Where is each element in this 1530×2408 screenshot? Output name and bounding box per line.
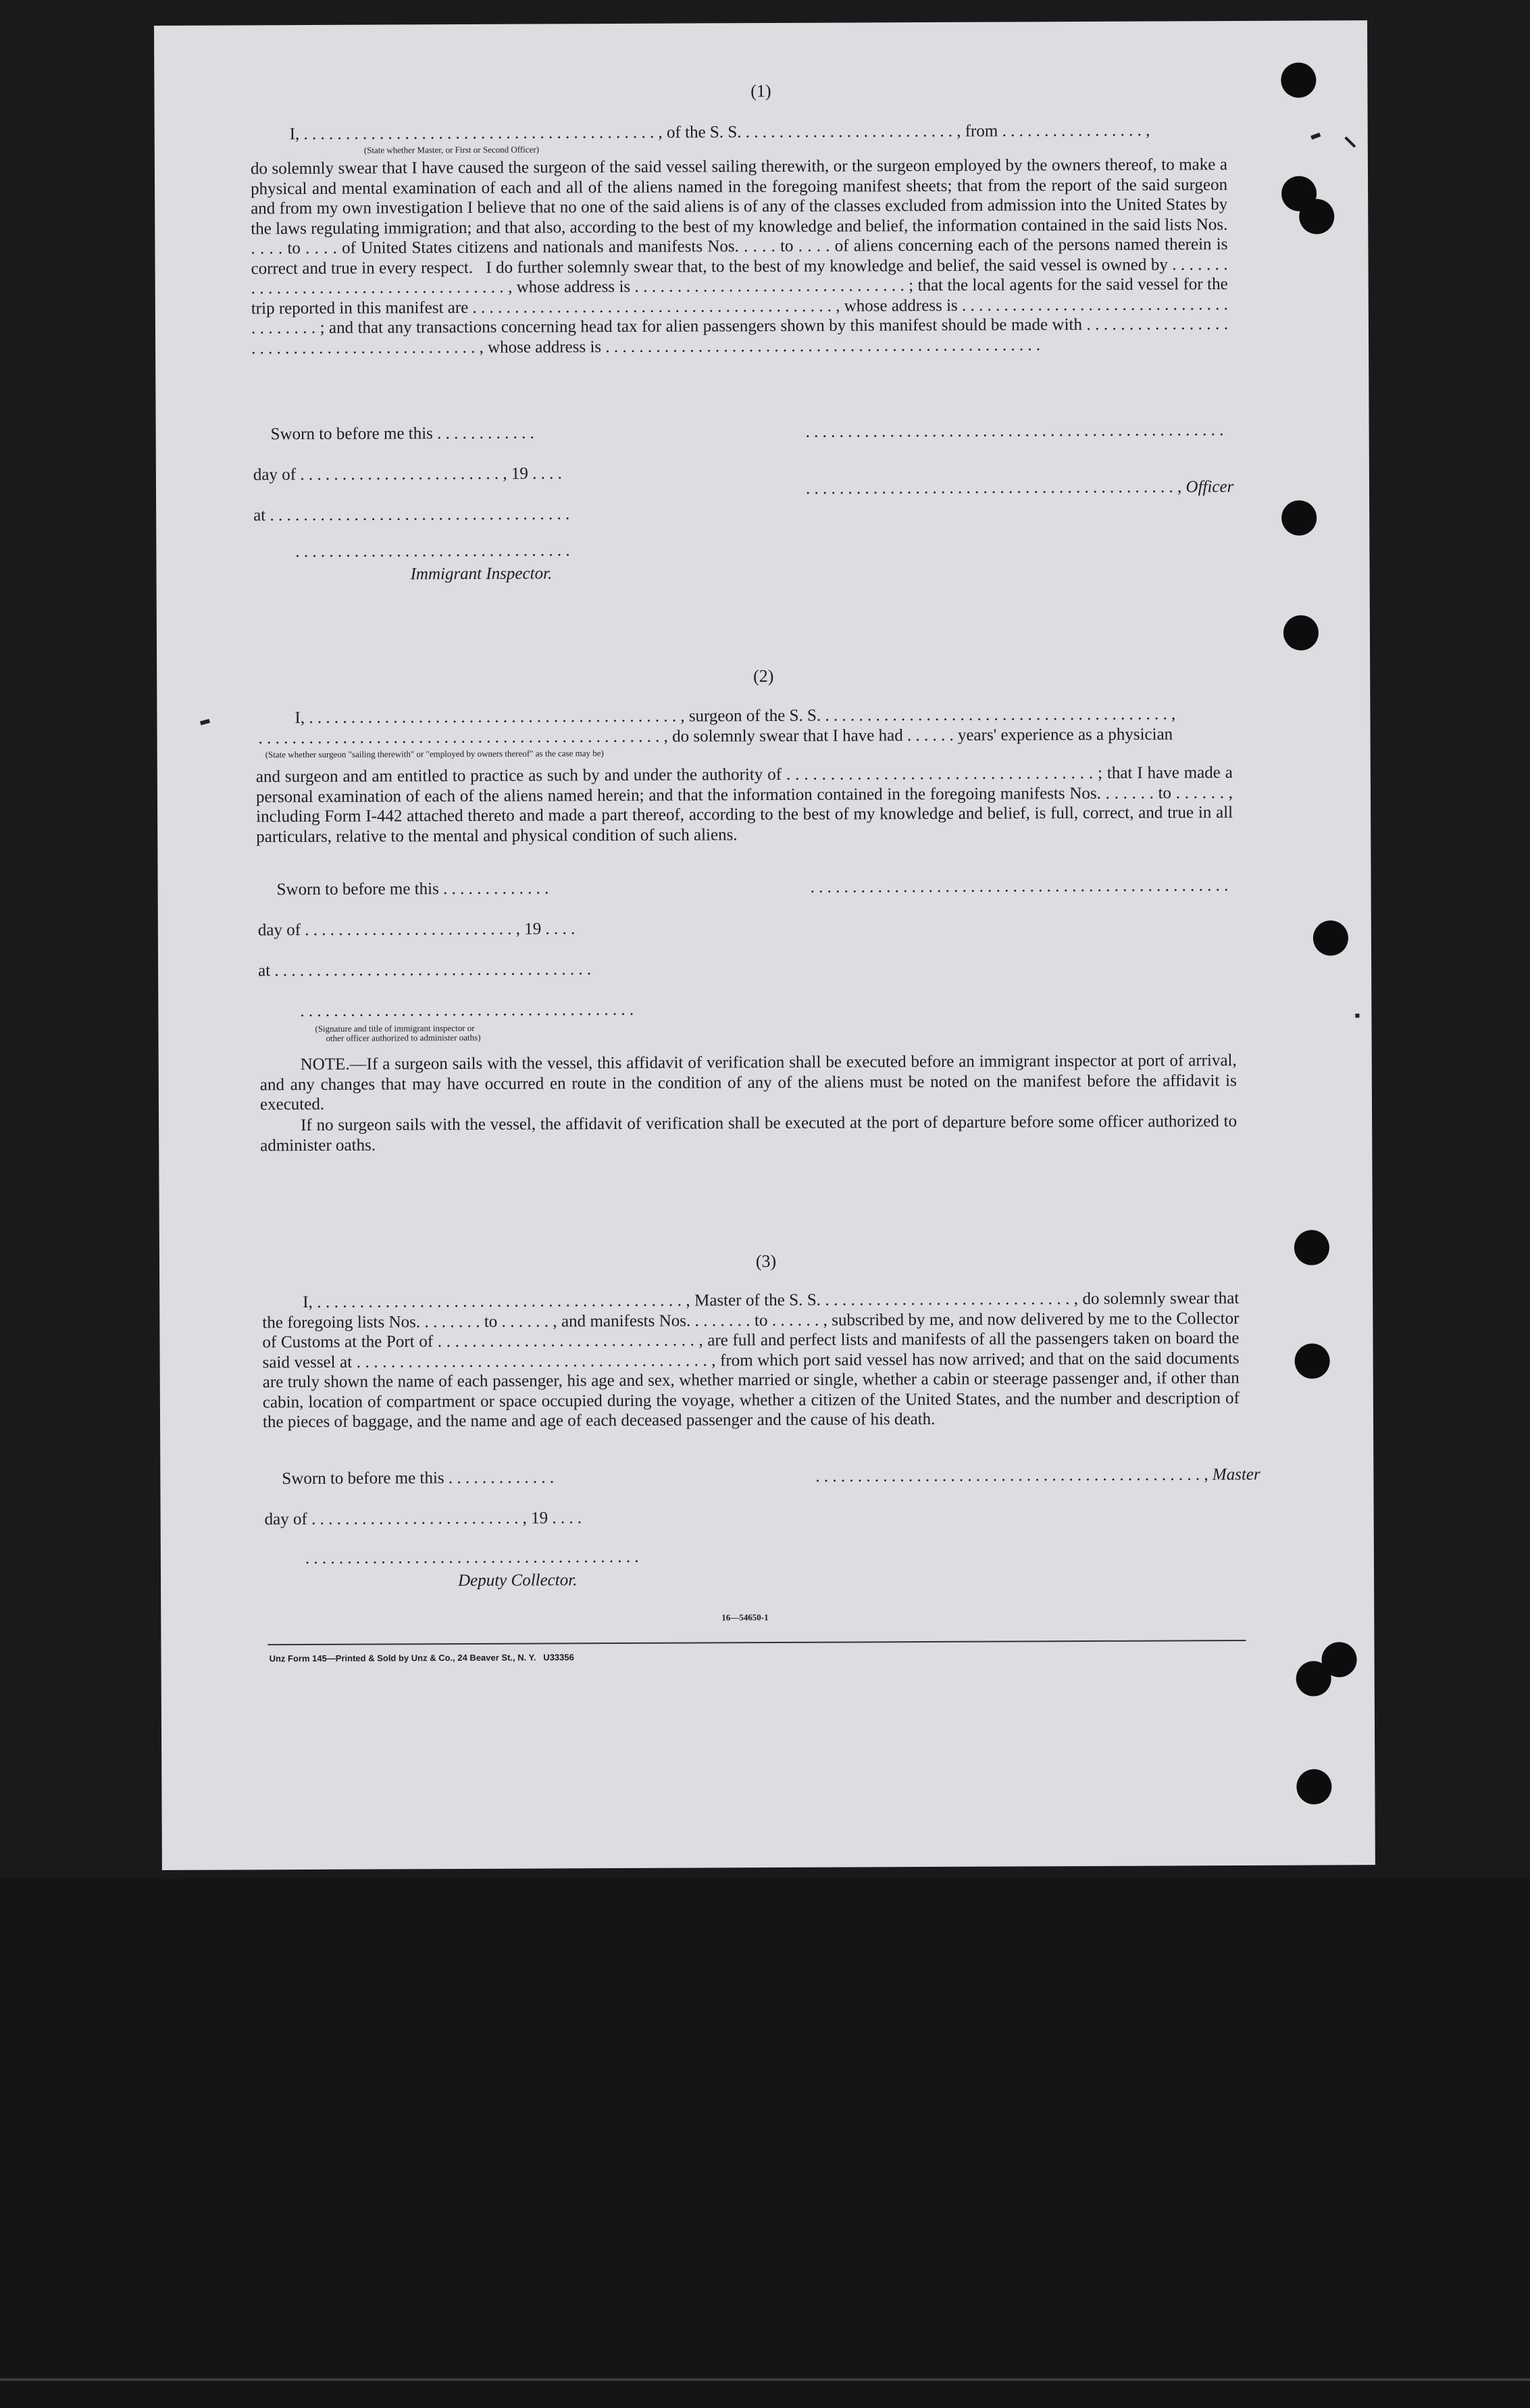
officer-label: Officer [1185,478,1234,497]
section-number: (1) [750,81,771,101]
surgeon-experience-line: . . . . . . . . . . . . . . . . . . . . . . . . . . . . . . . . . . . . . . . . . . . . . . . . , do solemnly swear that I have had . . . . . . years' experience as a physician [258,725,1173,748]
master-oath-text: I, . . . . . . . . . . . . . . . . . . . . . . . . . . . . . . . . . . . . . . . . . . . , Master of the S. S. . . . . . . . . . . . . . . . . . . . . . . . . . . . . . , do solemnly swear that the foregoing lists Nos. . . . . . . . to . . . . . . , and manifests Nos. . . . . . . . to . . . . . . , subscribed by me, and now delivered by me to the Collector of Customs at the Port of . . . . . . . . . . . . . . . . . . . . . . . . . . . . . . , are full and perfect lists and manifests of all the passengers taken on board the said vessel at . . . . . . . . . . . . . . . . . . . . . . . . . . . . . . . . . . . . . . . . . , from which port said vessel has now arrived; and that on the said documents are truly shown the name of each passenger, his age and sex, whether married or single, whether a cabin or steerage passenger and, if other than cabin, location of compartment or space occupied during the voyage, whether a citizen of the United States, and the number and description of the pieces of baggage, and the name and age of each deceased passenger and the cause of his death. [262,1288,1244,1432]
punch-hole [1313,920,1348,955]
at-line: at . . . . . . . . . . . . . . . . . . . . . . . . . . . . . . . . . . . . [253,505,570,525]
officer-line [806,478,1233,499]
scanner-edge-line [0,2378,1530,2381]
field-caption: (State whether surgeon "sailing therewith" or "employed by owners thereof" as the case may be) [265,748,604,760]
scanner-background [0,1878,1530,2408]
day-of-line: day of . . . . . . . . . . . . . . . . . . . . . . . . . , 19 . . . . [264,1509,582,1529]
signature-caption: other officer authorized to administer oaths) [326,1032,481,1043]
officer-dots: . . . . . . . . . . . . . . . . . . . . . . . . . . . . . . . . . . . . . . . . . . . . , [805,478,1182,498]
officer-signature-line: . . . . . . . . . . . . . . . . . . . . . . . . . . . . . . . . . . . . . . . . . . . . . . . . . . [805,421,1224,441]
master-line [815,1465,1260,1486]
signature-caption: (Signature and title of immigrant inspector or [315,1022,475,1034]
sworn-line: Sworn to before me this . . . . . . . . . . . . . [276,879,549,899]
paper-speck [1344,136,1356,148]
inspector-signature-line: . . . . . . . . . . . . . . . . . . . . . . . . . . . . . . . . . [295,541,570,561]
paper-speck [1355,1013,1359,1018]
master-declaration-line: I, . . . . . . . . . . . . . . . . . . . . . . . . . . . . . . . . . . . . . . . . . . , of the S. S. . . . . . . . . . . . . . . . . . . . . . . . . . , from . . . . . . . . . . . . . . . . . , [289,121,1150,144]
day-of-line: day of . . . . . . . . . . . . . . . . . . . . . . . . , 19 . . . . [253,464,562,484]
punch-hole [1281,500,1317,535]
deputy-collector-label: Deputy Collector. [457,1571,578,1590]
note-surgeon-sails: NOTE.—If a surgeon sails with the vessel, this affidavit of verification shall be executed before an immigrant inspector at port of arrival, and any changes that may have occurred en route in the condition of any of the aliens must be noted on the manifest before the affidavit is executed. [259,1051,1237,1114]
punch-hole [1296,1769,1331,1804]
immigrant-inspector-label: Immigrant Inspector. [410,564,553,584]
surgeon-declaration-line: I, . . . . . . . . . . . . . . . . . . . . . . . . . . . . . . . . . . . . . . . . . . . . , surgeon of the S. S. . . . . . . . . . . . . . . . . . . . . . . . . . . . . . . . . . . . . . . . . . , [295,705,1176,728]
paper-speck [1310,132,1321,139]
surgeon-affidavit-text: and surgeon and am entitled to practice as such by and under the authority of . . . . . . . . . . . . . . . . . . . . . . . . . . . . . . . . . . . ; that I have made a personal examination of each of the aliens named herein; and that the information contained in the foregoing manifests Nos. . . . . . . to . . . . . . , including Form I-442 attached thereto and made a part thereof, according to the best of my knowledge and belief, is full, correct, and true in all particulars, relative to the mental and physical condition of such aliens. [255,763,1238,846]
master-dots: . . . . . . . . . . . . . . . . . . . . . . . . . . . . . . . . . . . . . . . . . . . . . . , [815,1465,1208,1486]
at-line: at . . . . . . . . . . . . . . . . . . . . . . . . . . . . . . . . . . . . . . [258,960,592,980]
note-no-surgeon: If no surgeon sails with the vessel, the affidavit of verification shall be executed at the port of departure before some officer authorized to administer oaths. [260,1112,1238,1155]
punch-hole [1295,1343,1330,1378]
master-label: Master [1212,1465,1260,1484]
surgeon-signature-line: . . . . . . . . . . . . . . . . . . . . . . . . . . . . . . . . . . . . . . . . . . . . . . . . . . [810,876,1229,897]
field-caption: (State whether Master, or First or Second Officer) [363,144,540,155]
printer-imprint: Unz Form 145—Printed & Sold by Unz & Co., 24 Beaver St., N. Y. U33356 [269,1652,574,1664]
day-of-line: day of . . . . . . . . . . . . . . . . . . . . . . . . . , 19 . . . . [257,920,576,940]
punch-hole [1299,199,1334,234]
footer-rule [267,1640,1246,1645]
sworn-line: Sworn to before me this . . . . . . . . . . . . . [282,1468,555,1488]
paper-speck [200,719,210,725]
punch-hole [1296,1661,1331,1696]
master-affidavit-text: do solemnly swear that I have caused the surgeon of the said vessel sailing therewith, or the surgeon employed by the owners thereof, to make a physical and mental examination of each and all of the aliens named in the foregoing manifest sheets; that from the report of the said surgeon and from my own investigation I believe that no one of the said aliens is of any of the classes excluded from admission into the United States by the laws regulating immigration; and that also, according to the best of my knowledge and belief, the information contained in the said lists Nos. . . . . to . . . . of United States citizens and nationals and manifests Nos. . . . . to . . . . of aliens concerning each of the persons named therein is correct and true in every respect. I do further solemnly swear that, to the best of my knowledge and belief, the said vessel is owned by . . . . . . . . . . . . . . . . . . . . . . . . . . . . . . . . . . . . . , whose address is . . . . . . . . . . . . . . . . . . . . . . . . . . . . . . . . ; that the local agents for the said vessel for the trip reported in this manifest are . . . . . . . . . . . . . . . . . . . . . . . . . . . . . . . . . . . . . . . . . . . , whose address is . . . . . . . . . . . . . . . . . . . . . . . . . . . . . . . . . . . . . . . . ; and that any transactions concerning head tax for alien passengers shown by this manifest should be made with . . . . . . . . . . . . . . . . . . . . . . . . . . . . . . . . . . . . . . . . . . . . , whose address is . . . . . . . . . . . . . . . . . . . . . . . . . . . . . . . . . . . . . . . . . . . . . . . . . . . . [250,155,1233,357]
section-number: (2) [753,666,774,686]
section-number: (3) [755,1251,777,1272]
collector-signature-line: . . . . . . . . . . . . . . . . . . . . . . . . . . . . . . . . . . . . . . . . [305,1547,639,1568]
inspector-signature-line: . . . . . . . . . . . . . . . . . . . . . . . . . . . . . . . . . . . . . . . . [300,1000,634,1021]
sworn-line: Sworn to before me this . . . . . . . . . . . . [270,424,534,444]
punch-hole [1283,615,1319,650]
form-number: 16—54650-1 [721,1612,769,1623]
document-page [154,20,1375,1870]
